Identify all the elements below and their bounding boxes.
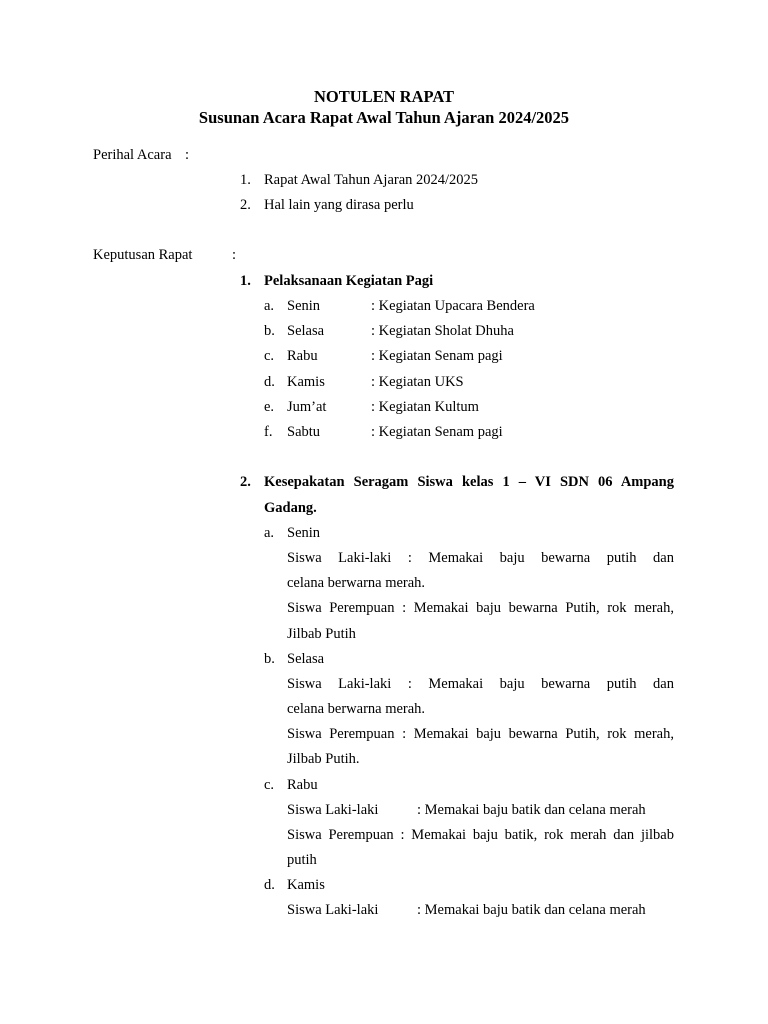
keputusan-colon: : (232, 247, 237, 263)
day-name: Senin (287, 298, 321, 314)
day-name: Kamis (287, 374, 325, 390)
perihal-item-number: 1. (240, 172, 251, 188)
day-name: Kamis (287, 877, 325, 893)
day-letter: c. (264, 777, 275, 793)
day-name: Senin (287, 525, 321, 541)
perihal-item-text: Hal lain yang dirasa perlu (264, 197, 414, 213)
day-activity: : Kegiatan Senam pagi (371, 424, 503, 440)
uniform-line: Siswa Perempuan : Memakai baju bewarna Putih, rok merah, (287, 600, 674, 616)
document-title: NOTULEN RAPAT (313, 87, 455, 106)
uniform-description: : Memakai baju batik dan celana merah (417, 802, 646, 818)
uniform-line: Jilbab Putih (287, 626, 356, 642)
uniform-line: celana berwarna merah. (287, 701, 426, 717)
perihal-label: Perihal Acara (93, 147, 172, 163)
day-letter: a. (264, 298, 275, 314)
uniform-line: Siswa Perempuan : Memakai baju batik, rok merah dan jilbab (287, 827, 674, 843)
day-name: Jum’at (287, 399, 327, 415)
day-activity: : Kegiatan Kultum (371, 399, 479, 415)
uniform-description: : Memakai baju batik dan celana merah (417, 902, 646, 918)
day-letter: d. (264, 374, 275, 390)
day-name: Selasa (287, 323, 325, 339)
day-letter: a. (264, 525, 275, 541)
perihal-item-text: Rapat Awal Tahun Ajaran 2024/2025 (264, 172, 479, 188)
uniform-line: Siswa Perempuan : Memakai baju bewarna Putih, rok merah, (287, 726, 674, 742)
day-letter: d. (264, 877, 275, 893)
uniform-label: Siswa Laki-laki (287, 802, 379, 818)
day-letter: f. (264, 424, 273, 440)
section-number: 2. (240, 474, 251, 490)
day-name: Rabu (287, 348, 318, 364)
day-name: Rabu (287, 777, 318, 793)
section-number: 1. (240, 273, 251, 289)
day-activity: : Kegiatan Senam pagi (371, 348, 503, 364)
uniform-line: Jilbab Putih. (287, 751, 360, 767)
day-activity: : Kegiatan Sholat Dhuha (371, 323, 514, 339)
uniform-line: Siswa Laki-laki : Memakai baju bewarna putih dan (287, 676, 674, 692)
day-name: Selasa (287, 651, 325, 667)
day-activity: : Kegiatan UKS (371, 374, 464, 390)
section-heading: Kesepakatan Seragam Siswa kelas 1 – VI SDN 06 Ampang (264, 474, 674, 490)
uniform-line: Siswa Laki-laki : Memakai baju bewarna putih dan (287, 550, 674, 566)
day-letter: c. (264, 348, 275, 364)
document-subtitle: Susunan Acara Rapat Awal Tahun Ajaran 2024/2025 (198, 108, 570, 127)
uniform-line: celana berwarna merah. (287, 575, 426, 591)
keputusan-label: Keputusan Rapat (93, 247, 193, 263)
section-heading-continued: Gadang. (264, 500, 317, 516)
uniform-label: Siswa Laki-laki (287, 902, 379, 918)
day-activity: : Kegiatan Upacara Bendera (371, 298, 535, 314)
perihal-colon: : (185, 147, 190, 163)
day-letter: b. (264, 323, 275, 339)
uniform-line: putih (287, 852, 317, 868)
section-heading: Pelaksanaan Kegiatan Pagi (264, 273, 434, 289)
day-letter: b. (264, 651, 275, 667)
day-name: Sabtu (287, 424, 321, 440)
perihal-item-number: 2. (240, 197, 251, 213)
day-letter: e. (264, 399, 275, 415)
